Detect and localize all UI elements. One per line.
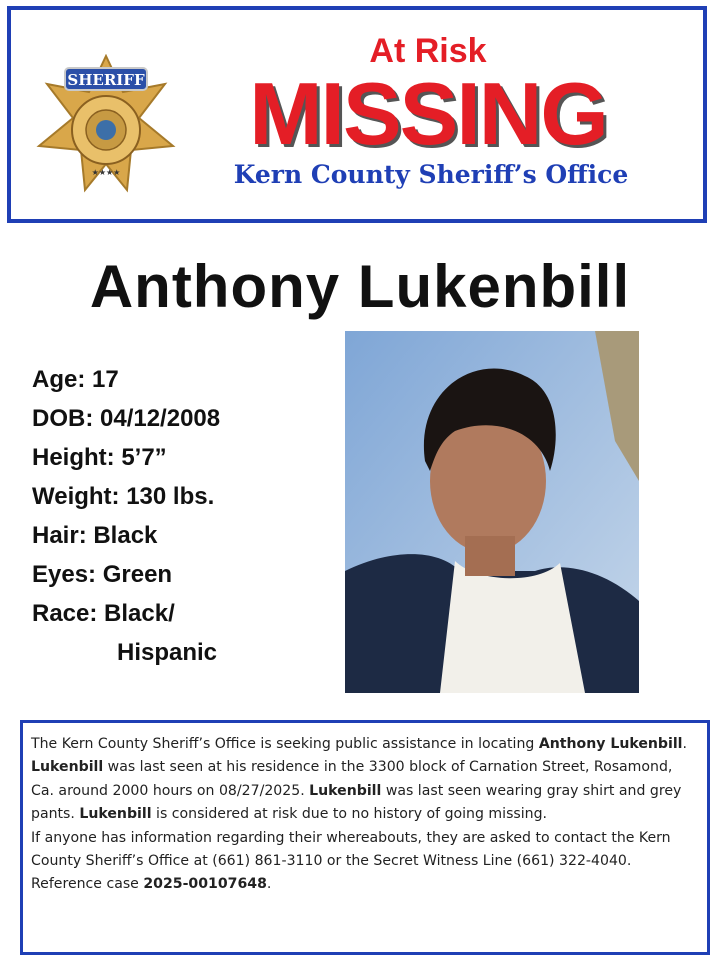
office-name: Kern County Sheriff’s Office — [233, 160, 629, 189]
detail-age: Age: 17 — [32, 366, 119, 393]
at-risk-heading: At Risk — [369, 32, 487, 70]
svg-text:SHERIFF: SHERIFF — [67, 71, 145, 89]
description-box — [20, 720, 710, 955]
person-photo — [345, 331, 639, 693]
detail-eyes: Eyes: Green — [32, 561, 173, 588]
svg-text:★★★★: ★★★★ — [91, 168, 121, 177]
detail-height: Height: 5’7” — [32, 444, 167, 471]
detail-race — [32, 594, 332, 666]
detail-dob: DOB: 04/12/2008 — [32, 405, 221, 432]
person-details — [32, 360, 332, 666]
sheriff-star-badge-icon — [35, 54, 177, 194]
missing-heading: MISSING — [249, 64, 607, 163]
description-paragraph-2: If anyone has information regarding their whereabouts, they are asked to contact the Kern County Sheriff’s Office at (661) 861-3110 or the Secret Witness Line (661) 322-4040. Reference case 2025-00107648. — [31, 829, 671, 893]
detail-race-label: Race: Black/ — [32, 600, 175, 627]
header-banner — [7, 6, 707, 223]
detail-race-cont: Hispanic — [117, 639, 218, 666]
person-name: Anthony Lukenbill — [89, 253, 631, 320]
detail-weight: Weight: 130 lbs. — [32, 483, 215, 510]
detail-hair: Hair: Black — [32, 522, 158, 549]
description-paragraph-1: The Kern County Sheriff’s Office is seeking public assistance in locating Anthony Lukenbill. Lukenbill was last seen at his residence in the 3300 block of Carnation Street, Rosamond, Ca. around 2000 hours on 08/27/2025. Lukenbill was last seen wearing gray shirt and grey pants. Lukenbill is considered at risk due to no history of going missing. — [31, 736, 688, 823]
